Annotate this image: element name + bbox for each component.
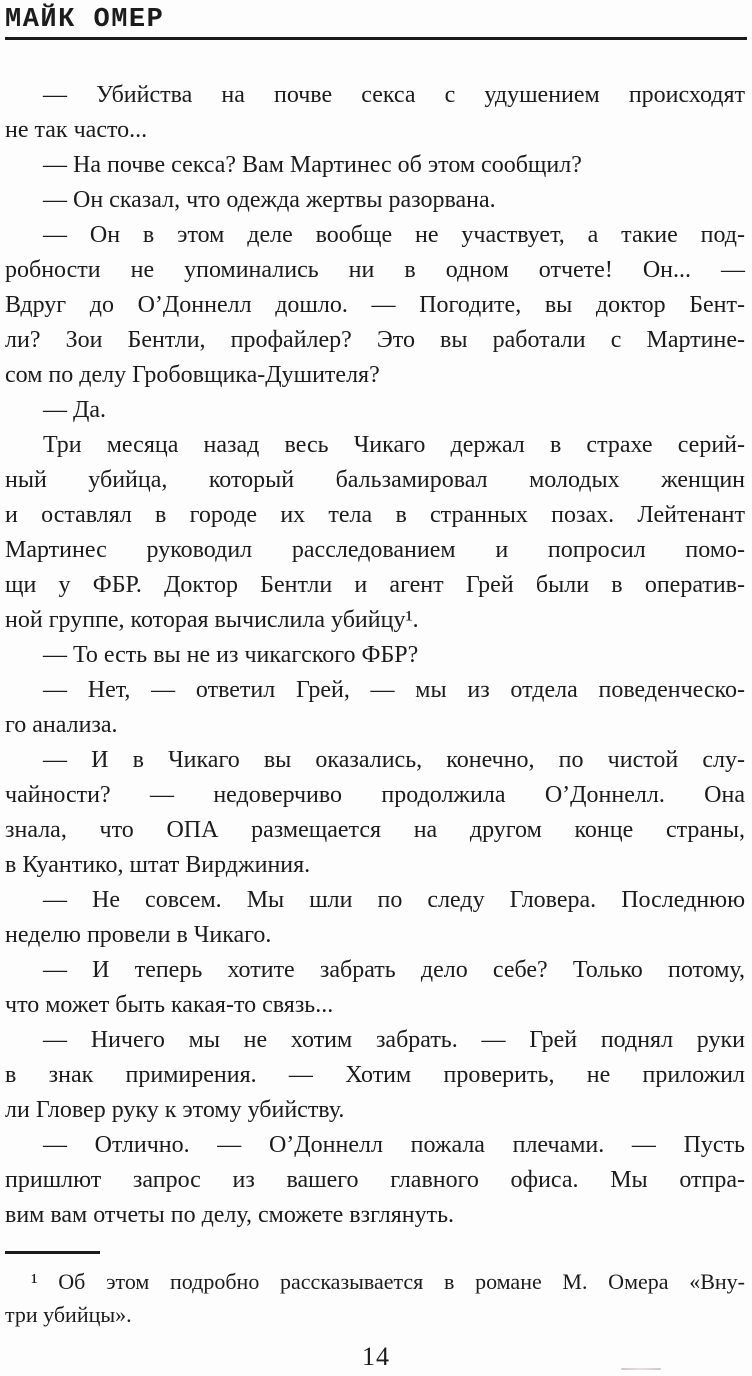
text-line: щи у ФБР. Доктор Бентли и агент Грей были в оператив-: [5, 572, 745, 598]
paragraph: [5, 218, 745, 393]
text-line: пришлют запрос из вашего главного офиса. Мы отпра-: [5, 1167, 745, 1193]
text-line: что может быть какая-то связь...: [5, 992, 334, 1018]
paragraph: [5, 148, 745, 183]
body-text: [5, 78, 745, 1233]
text-line: и оставлял в городе их тела в странных позах. Лейтенант: [5, 502, 745, 528]
footnote-rule: [5, 1251, 100, 1254]
text-line: робности не упоминались ни в одном отчете! Он... —: [5, 257, 745, 283]
running-header: [0, 0, 752, 40]
author-header: МАЙК ОМЕР: [5, 5, 165, 35]
text-line: — И в Чикаго вы оказались, конечно, по чистой слу-: [43, 747, 745, 773]
text-line: не так часто...: [5, 117, 148, 143]
text-line: — Отлично. — О’Доннелл пожала плечами. — Пусть: [43, 1132, 745, 1158]
text-line: — Он в этом деле вообще не участвует, а такие под-: [43, 222, 745, 248]
paragraph: [5, 743, 745, 883]
text-line: — Нет, — ответил Грей, — мы из отдела поведенческо-: [43, 677, 745, 703]
paragraph: [5, 953, 745, 1023]
pink-marker-line: [621, 1368, 661, 1370]
paragraph: [5, 78, 745, 148]
text-line: вим вам отчеты по делу, сможете взглянуть.: [5, 1202, 455, 1228]
paragraph: [5, 183, 745, 218]
footnote: [5, 1251, 745, 1331]
footnote-text: [5, 1265, 745, 1331]
paragraph: [5, 1023, 745, 1128]
text-line: чайности? — недоверчиво продолжила О’Доннелл. Она: [5, 782, 745, 808]
text-line: Мартинес руководил расследованием и попросил помо-: [5, 537, 745, 563]
paragraph: [5, 393, 745, 428]
text-line: ли? Зои Бентли, профайлер? Это вы работали с Мартине-: [5, 327, 745, 353]
text-line: Три месяца назад весь Чикаго держал в страхе серий-: [43, 432, 745, 458]
text-line: ли Гловер руку к этому убийству.: [5, 1097, 345, 1123]
paragraph: [5, 428, 745, 638]
paragraph: [5, 1128, 745, 1233]
page-number: 14: [362, 1342, 390, 1371]
text-line: го анализа.: [5, 712, 118, 738]
text-line: знала, что ОПА размещается на другом конце страны,: [5, 817, 745, 843]
text-line: три убийцы».: [5, 1302, 132, 1327]
paragraph: [5, 673, 745, 743]
text-line: Вдруг до О’Доннелл дошло. — Погодите, вы доктор Бент-: [5, 292, 745, 318]
text-line: — На почве секса? Вам Мартинес об этом сообщил?: [43, 152, 582, 178]
text-line: — Он сказал, что одежда жертвы разорвана.: [43, 187, 496, 213]
text-line: в Куантико, штат Вирджиния.: [5, 852, 311, 878]
header-rule: [5, 37, 747, 40]
text-line: неделю провели в Чикаго.: [5, 922, 272, 948]
text-line: — Не совсем. Мы шли по следу Гловера. Последнюю: [43, 887, 745, 913]
text-line: — То есть вы не из чикагского ФБР?: [43, 642, 419, 668]
text-line: — Убийства на почве секса с удушением происходят: [43, 82, 745, 108]
text-line: в знак примирения. — Хотим проверить, не приложил: [5, 1062, 745, 1088]
text-line: — И теперь хотите забрать дело себе? Только потому,: [43, 957, 745, 983]
text-line: сом по делу Гробовщика-Душителя?: [5, 362, 380, 388]
text-line: ной группе, которая вычислила убийцу¹.: [5, 607, 419, 633]
paragraph: [5, 638, 745, 673]
text-line: — Да.: [43, 397, 107, 423]
text-line: — Ничего мы не хотим забрать. — Грей поднял руки: [43, 1027, 745, 1053]
paragraph: [5, 883, 745, 953]
text-line: ный убийца, который бальзамировал молодых женщин: [5, 467, 745, 493]
text-line: ¹ Об этом подробно рассказывается в романе М. Омера «Вну-: [31, 1269, 745, 1294]
